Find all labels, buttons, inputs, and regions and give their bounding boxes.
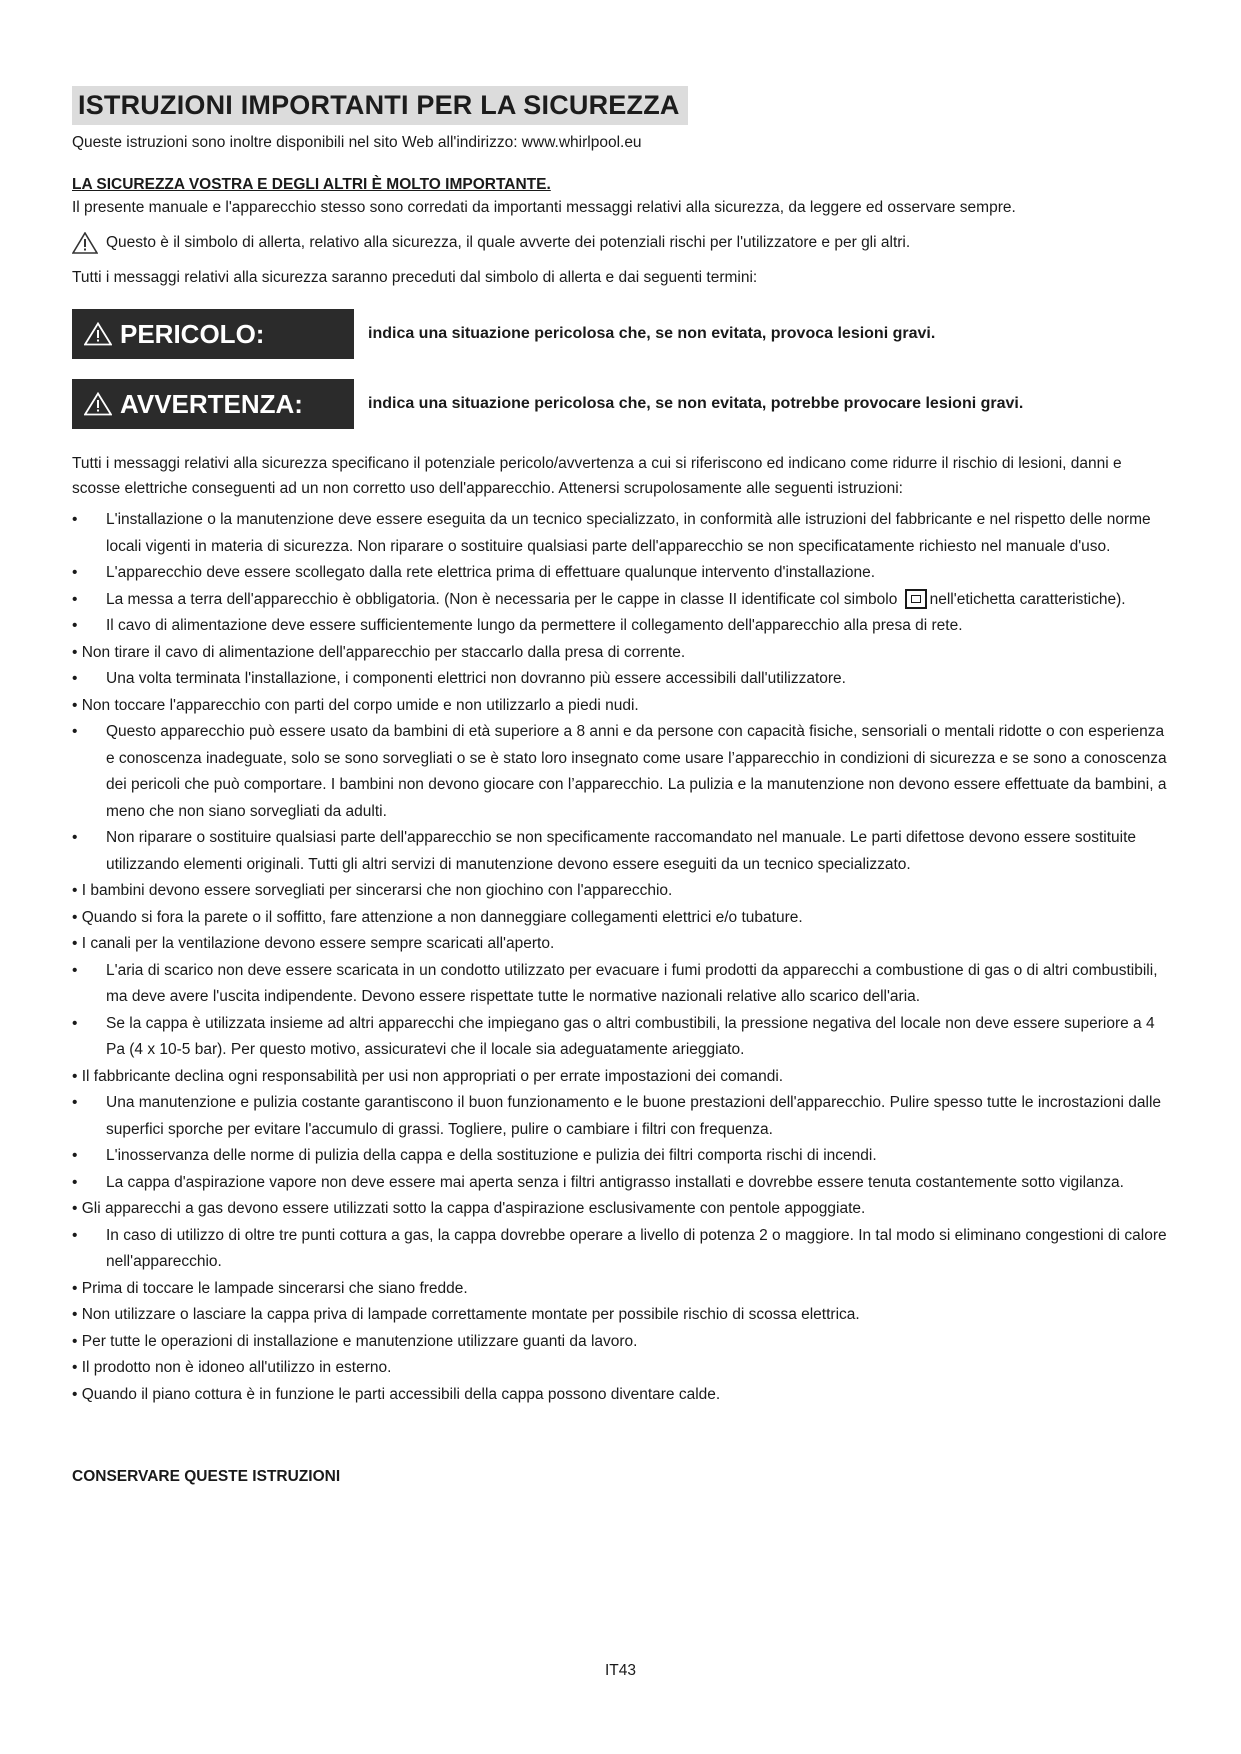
general-note: Tutti i messaggi relativi alla sicurezza specificano il potenziale pericolo/avvertenza a cui si riferiscono ed indicano come ridurre il rischio di lesioni, danni e scosse elettriche conseguenti ad un non corretto uso dell'apparecchio. Attenersi scrupolosamente alle seguenti istruzioni: [72,455,1122,497]
signal-avvertenza-desc: indica una situazione pericolosa che, se non evitata, potrebbe provocare lesioni gravi. [368,395,1024,412]
warning-triangle-icon [84,322,112,346]
list-item [72,587,1172,614]
signal-pericolo-desc: indica una situazione pericolosa che, se non evitata, provoca lesioni gravi. [368,325,936,342]
page-number: IT43 [604,1662,636,1679]
safety-heading: LA SICUREZZA VOSTRA E DEGLI ALTRI È MOLTO IMPORTANTE. [72,176,551,193]
list-item: • I bambini devono essere sorvegliati per sincerarsi che non giochino con l'apparecchio. [72,878,1172,905]
document-page [72,86,1172,1486]
list-item: • Questo apparecchio può essere usato da bambini di età superiore a 8 anni e da persone con capacità fisiche, sensoriali o mentali ridotte o con esperienza e conoscenza inadeguate, solo se sono sorvegliati o se è stato loro insegnato come usare l’apparecchio in condizioni di sicurezza e se sono a conoscenza dei pericoli che può comportare. I bambini non devono giocare con l’apparecchio. La pulizia e la manutenzione non devono essere effettuate da bambini, a meno che non siano sorvegliati da adulti. [72,719,1172,825]
list-item: • Non riparare o sostituire qualsiasi parte dell'apparecchio se non specificamente raccomandato nel manuale. Le parti difettose devono essere sostituite utilizzando elementi originali. Tutti gli altri servizi di manutenzione devono essere eseguiti da un tecnico specializzato. [72,825,1172,878]
list-item: • Quando il piano cottura è in funzione le parti accessibili della cappa possono diventare calde. [72,1382,1172,1409]
list-item: • L'inosservanza delle norme di pulizia della cappa e della sostituzione e pulizia dei filtri comporta rischi di incendi. [72,1143,1172,1170]
list-item: • Il cavo di alimentazione deve essere sufficientemente lungo da permettere il collegamento dell'apparecchio alla presa di rete. [72,613,1172,640]
list-item: • In caso di utilizzo di oltre tre punti cottura a gas, la cappa dovrebbe operare a livello di potenza 2 o maggiore. In tal modo si eliminano congestioni di calore nell'apparecchio. [72,1223,1172,1276]
list-item-text: La messa a terra dell'apparecchio è obbligatoria. (Non è necessaria per le cappe in classe II identificate col simbolo [106,590,898,608]
signal-pericolo-box [72,309,354,359]
signal-pericolo-label: PERICOLO: [120,318,265,349]
signal-pericolo [72,309,1172,359]
list-item: • Il fabbricante declina ogni responsabilità per usi non appropriati o per errate impostazioni dei comandi. [72,1064,1172,1091]
list-item: • Il prodotto non è idoneo all'utilizzo in esterno. [72,1355,1172,1382]
warning-triangle-icon [72,232,98,254]
list-item: • Una volta terminata l'installazione, i componenti elettrici non dovranno più essere accessibili dall'utilizzatore. [72,666,1172,693]
list-item: • L'installazione o la manutenzione deve essere eseguita da un tecnico specializzato, in conformità alle istruzioni del fabbricante e nel rispetto delle norme locali vigenti in materia di sicurezza. Non riparare o sostituire qualsiasi parte dell'apparecchio se non specificatamente richiesto nel manuale d'uso. [72,507,1172,560]
manual-note: Il presente manuale e l'apparecchio stesso sono corredati da importanti messaggi relativi alla sicurezza, da leggere ed osservare sempre. [72,199,1016,216]
list-item-text-suffix: nell'etichetta caratteristiche). [929,590,1126,608]
alert-symbol-text: Questo è il simbolo di allerta, relativo alla sicurezza, il quale avverte dei potenziali rischi per l'utilizzatore e per gli altri. [106,234,911,251]
list-item: • L'apparecchio deve essere scollegato dalla rete elettrica prima di effettuare qualunque intervento d'installazione. [72,560,1172,587]
signal-avvertenza [72,379,1172,429]
list-item: • Non tirare il cavo di alimentazione dell'apparecchio per staccarlo dalla presa di corrente. [72,640,1172,667]
safety-rules-list [72,507,1172,1408]
signal-avvertenza-box [72,379,354,429]
list-item: • I canali per la ventilazione devono essere sempre scaricati all'aperto. [72,931,1172,958]
web-note: Queste istruzioni sono inoltre disponibili nel sito Web all'indirizzo: www.whirlpool.eu [72,134,642,151]
list-item: • Quando si fora la parete o il soffitto, fare attenzione a non danneggiare collegamenti elettrici e/o tubature. [72,905,1172,932]
list-item: • Se la cappa è utilizzata insieme ad altri apparecchi che impiegano gas o altri combustibili, la pressione negativa del locale non deve essere superiore a 4 Pa (4 x 10-5 bar). Per questo motivo, assicuratevi che il locale sia adeguatamente arieggiato. [72,1011,1172,1064]
keep-instructions: CONSERVARE QUESTE ISTRUZIONI [72,1468,341,1485]
list-item: • Una manutenzione e pulizia costante garantiscono il buon funzionamento e le buone prestazioni dell'apparecchio. Pulire spesso tutte le incrostazioni dalle superfici sporche per evitare l'accumulo di grassi. Togliere, pulire o cambiare i filtri con frequenza. [72,1090,1172,1143]
terms-intro: Tutti i messaggi relativi alla sicurezza saranno preceduti dal simbolo di allerta e dai seguenti termini: [72,269,758,286]
list-item: • Per tutte le operazioni di installazione e manutenzione utilizzare guanti da lavoro. [72,1329,1172,1356]
list-item: • La cappa d'aspirazione vapore non deve essere mai aperta senza i filtri antigrasso installati e dovrebbe essere tenuta costantemente sotto vigilanza. [72,1170,1172,1197]
warning-triangle-icon [84,392,112,416]
list-item: • Non toccare l'apparecchio con parti del corpo umide e non utilizzarlo a piedi nudi. [72,693,1172,720]
page-title: ISTRUZIONI IMPORTANTI PER LA SICUREZZA [72,86,688,125]
list-item: • Prima di toccare le lampade sincerarsi che siano fredde. [72,1276,1172,1303]
alert-symbol-line [72,229,1172,256]
list-item: • L'aria di scarico non deve essere scaricata in un condotto utilizzato per evacuare i fumi prodotti da apparecchi a combustione di gas o di altri combustibili, ma deve avere l'uscita indipendente. Devono essere rispettate tutte le normative nazionali relative allo scarico dell'aria. [72,958,1172,1011]
class-ii-symbol-icon [905,589,927,609]
list-item: • Non utilizzare o lasciare la cappa priva di lampade correttamente montate per possibile rischio di scossa elettrica. [72,1302,1172,1329]
list-item: • Gli apparecchi a gas devono essere utilizzati sotto la cappa d'aspirazione esclusivamente con pentole appoggiate. [72,1196,1172,1223]
signal-avvertenza-label: AVVERTENZA: [120,388,303,419]
